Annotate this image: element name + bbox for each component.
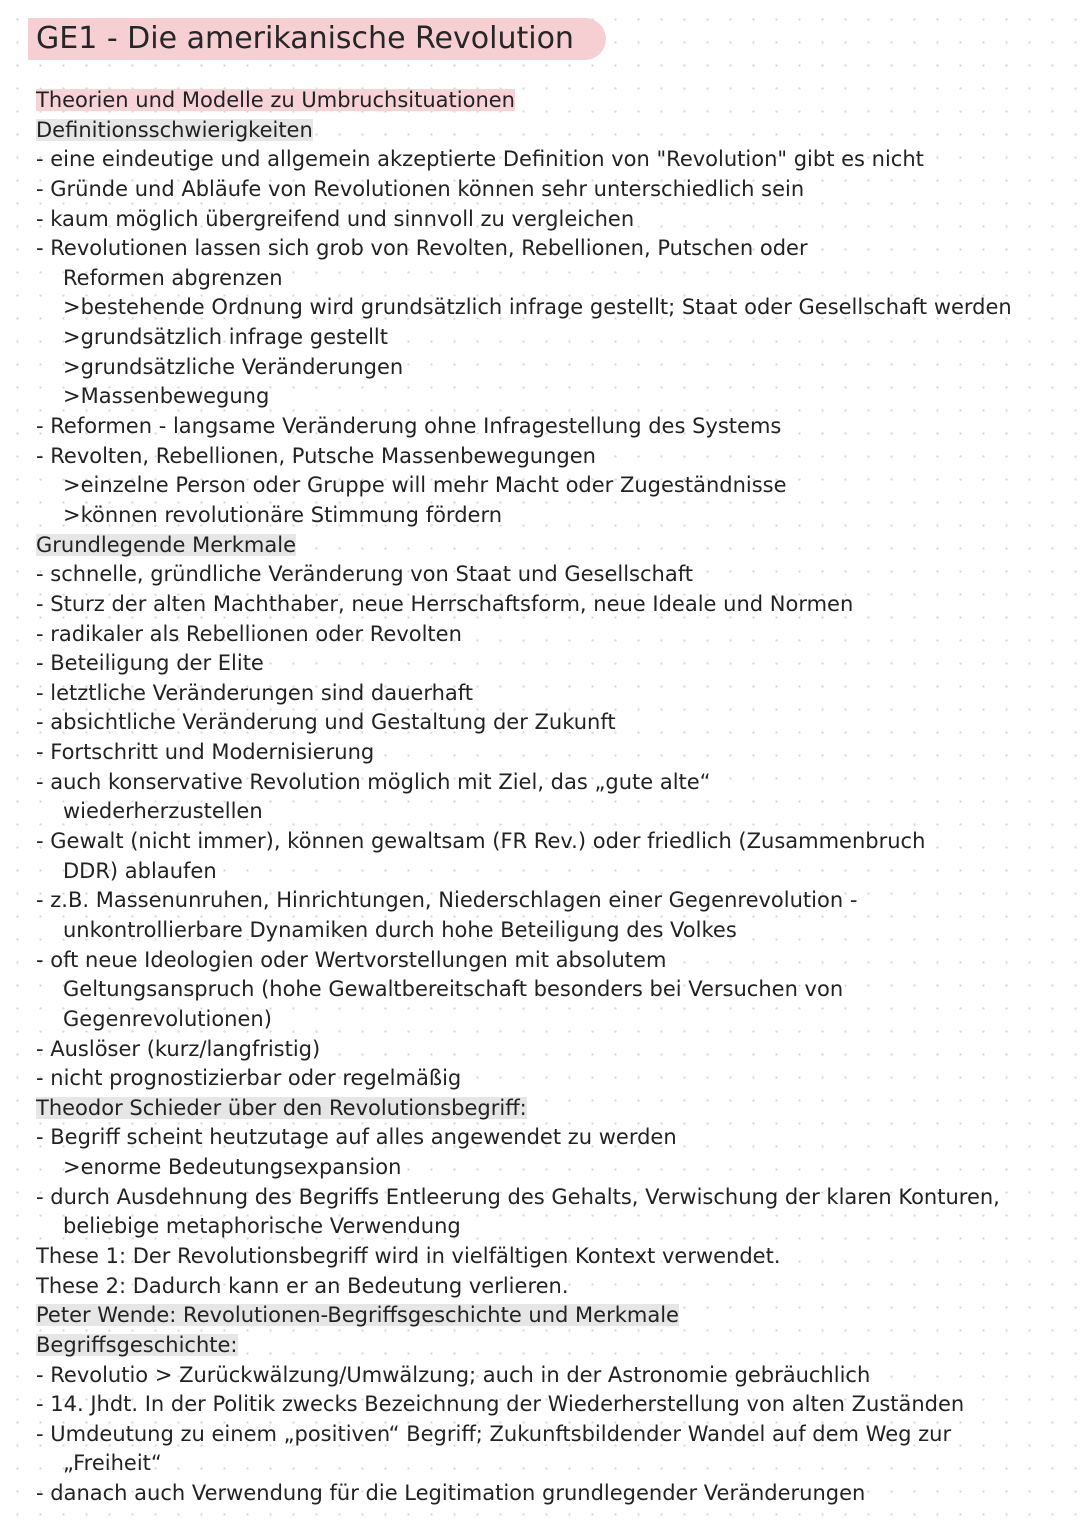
subheading-text: Begriffsgeschichte: xyxy=(36,1332,238,1357)
note-line: - Reformen - langsame Veränderung ohne Infragestellung des Systems xyxy=(36,414,782,439)
note-line: - Revolutionen lassen sich grob von Revolten, Rebellionen, Putschen oder xyxy=(36,236,808,261)
note-line-continued: unkontrollierbare Dynamiken durch hohe Beteiligung des Volkes xyxy=(63,917,737,942)
note-line: - eine eindeutige und allgemein akzeptierte Definition von "Revolution" gibt es nicht xyxy=(36,147,924,172)
note-line: - Gründe und Abläufe von Revolutionen können sehr unterschiedlich sein xyxy=(36,176,805,201)
note-line: - schnelle, gründliche Veränderung von Staat und Gesellschaft xyxy=(36,562,693,587)
note-line: - Revolten, Rebellionen, Putsche Massenbewegungen xyxy=(36,443,596,468)
note-line-continued: Gegenrevolutionen) xyxy=(63,1006,272,1031)
note-line: - kaum möglich übergreifend und sinnvoll zu vergleichen xyxy=(36,206,635,231)
note-line: - radikaler als Rebellionen oder Revolten xyxy=(36,621,462,646)
notes-body xyxy=(36,86,1046,1509)
note-line: - Gewalt (nicht immer), können gewaltsam (FR Rev.) oder friedlich (Zusammenbruch xyxy=(36,829,926,854)
subheading-text: Theodor Schieder über den Revolutionsbegriff: xyxy=(36,1095,527,1120)
subheading-wende xyxy=(36,1301,1046,1331)
note-line: - absichtliche Veränderung und Gestaltung der Zukunft xyxy=(36,710,616,735)
note-line: - z.B. Massenunruhen, Hinrichtungen, Niederschlagen einer Gegenrevolution - xyxy=(36,888,858,913)
subheading-text: Grundlegende Merkmale xyxy=(36,532,297,557)
note-subpoint: >grundsätzlich infrage gestellt xyxy=(63,325,388,350)
note-line: - nicht prognostizierbar oder regelmäßig xyxy=(36,1066,462,1091)
note-line: - danach auch Verwendung für die Legitimation grundlegender Veränderungen xyxy=(36,1481,866,1506)
note-line: - durch Ausdehnung des Begriffs Entleerung des Gehalts, Verwischung der klaren Konturen, xyxy=(36,1184,1000,1209)
note-line: These 2: Dadurch kann er an Bedeutung verlieren. xyxy=(36,1273,569,1298)
note-line-continued: „Freiheit“ xyxy=(63,1451,162,1476)
note-line-continued: Geltungsanspruch (hohe Gewaltbereitschaft besonders bei Versuchen von xyxy=(63,977,844,1002)
note-line: - 14. Jhdt. In der Politik zwecks Bezeichnung der Wiederherstellung von alten Zuständen xyxy=(36,1392,965,1417)
note-line: These 1: Der Revolutionsbegriff wird in vielfältigen Kontext verwendet. xyxy=(36,1243,781,1268)
heading-text: Theorien und Modelle zu Umbruchsituationen xyxy=(36,88,515,112)
note-line: - letztliche Veränderungen sind dauerhaft xyxy=(36,680,474,705)
note-line: - Fortschritt und Modernisierung xyxy=(36,740,375,765)
subheading-text: Peter Wende: Revolutionen-Begriffsgeschichte und Merkmale xyxy=(36,1303,679,1328)
note-line-continued: beliebige metaphorische Verwendung xyxy=(63,1214,461,1239)
note-line: - Umdeutung zu einem „positiven“ Begriff; Zukunftsbildender Wandel auf dem Weg zur xyxy=(36,1421,952,1446)
note-subpoint: >einzelne Person oder Gruppe will mehr Macht oder Zugeständnisse xyxy=(63,473,787,498)
note-line-continued: Reformen abgrenzen xyxy=(63,265,283,290)
note-line: - Beteiligung der Elite xyxy=(36,651,264,676)
note-line: - Sturz der alten Machthaber, neue Herrschaftsform, neue Ideale und Normen xyxy=(36,591,854,616)
note-line: - oft neue Ideologien oder Wertvorstellungen mit absolutem xyxy=(36,947,667,972)
note-line: - auch konservative Revolution möglich mit Ziel, das „gute alte“ xyxy=(36,769,711,794)
note-subpoint: >bestehende Ordnung wird grundsätzlich infrage gestellt; Staat oder Gesellschaft werden xyxy=(63,295,1012,320)
subheading-history xyxy=(36,1331,1046,1361)
page-title: GE1 - Die amerikanische Revolution xyxy=(28,18,606,60)
note-subpoint: >grundsätzliche Veränderungen xyxy=(63,354,404,379)
note-line-continued: wiederherzustellen xyxy=(63,799,263,824)
note-subpoint: >enorme Bedeutungsexpansion xyxy=(63,1155,402,1180)
subheading-definitions xyxy=(36,116,1046,146)
subheading-text: Definitionsschwierigkeiten xyxy=(36,117,313,142)
note-subpoint: >können revolutionäre Stimmung fördern xyxy=(63,502,503,527)
subheading-schieder xyxy=(36,1094,1046,1124)
heading-theories xyxy=(36,86,1046,116)
note-line-continued: DDR) ablaufen xyxy=(63,858,217,883)
note-subpoint: >Massenbewegung xyxy=(63,384,270,409)
note-line: - Begriff scheint heutzutage auf alles angewendet zu werden xyxy=(36,1125,677,1150)
note-line: - Auslöser (kurz/langfristig) xyxy=(36,1036,321,1061)
subheading-features xyxy=(36,531,1046,561)
note-line: - Revolutio > Zurückwälzung/Umwälzung; auch in der Astronomie gebräuchlich xyxy=(36,1362,871,1387)
